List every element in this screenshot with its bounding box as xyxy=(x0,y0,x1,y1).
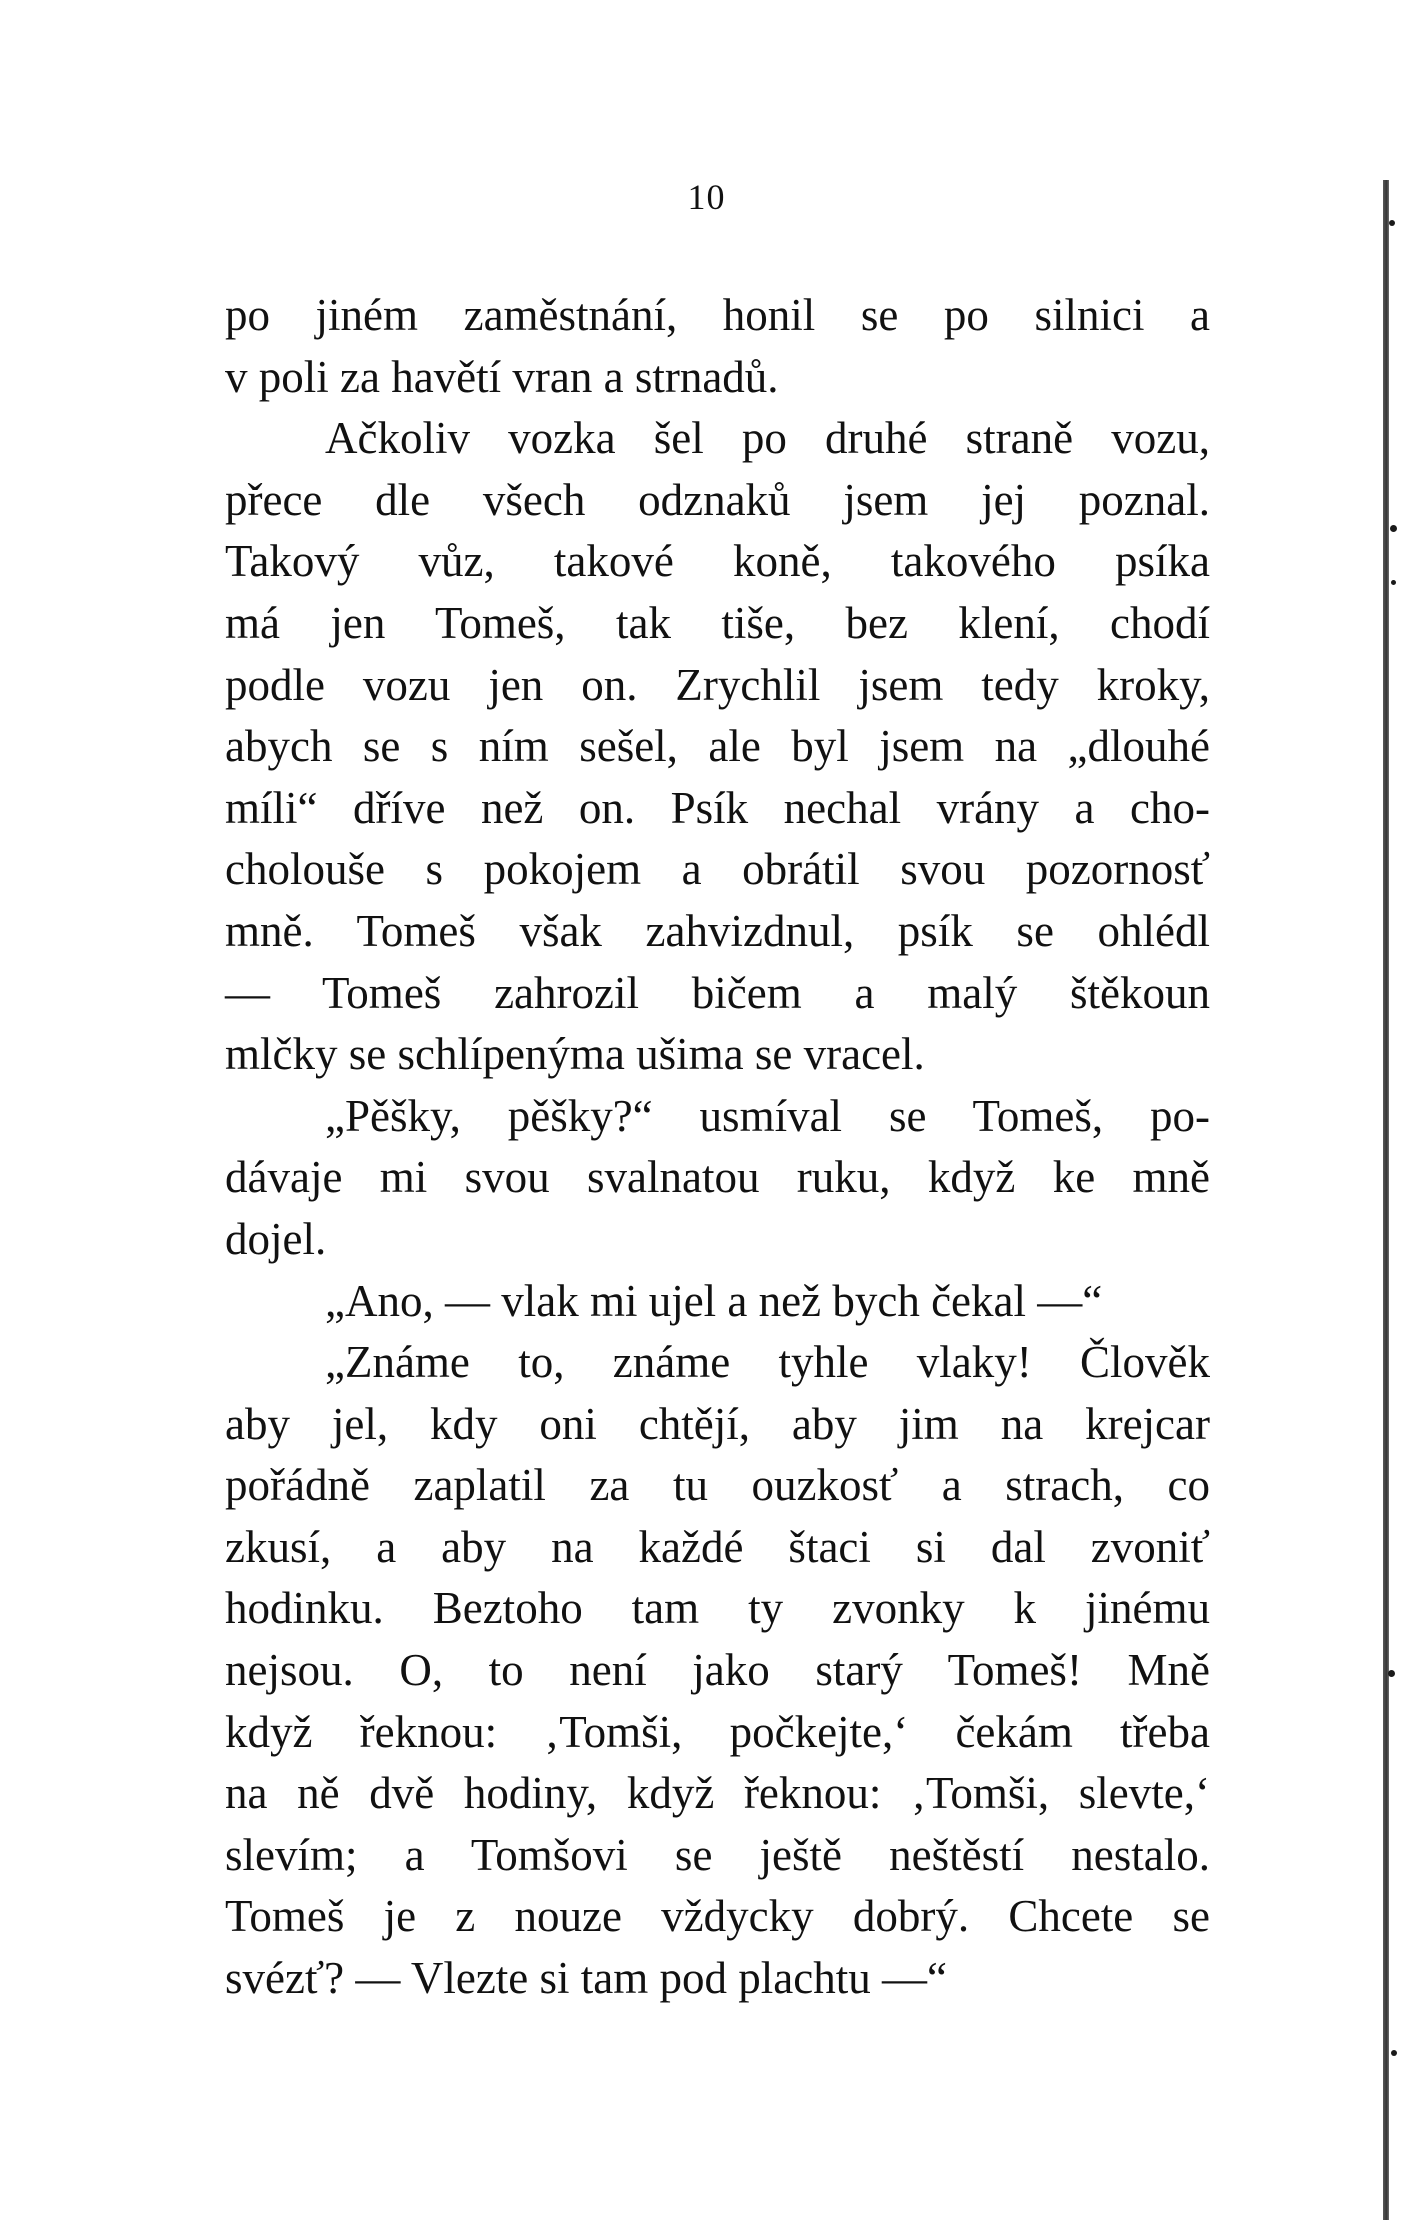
text-line: když řeknou: ‚Tomši, počkejte,‘ čekám třeba xyxy=(225,1706,1210,1757)
text-line: — Tomeš zahrozil bičem a malý štěkoun xyxy=(225,967,1210,1018)
text-line: „Pěšky, pěšky?“ usmíval se Tomeš, po- xyxy=(325,1090,1210,1141)
text-line: slevím; a Tomšovi se ještě neštěstí nestalo. xyxy=(225,1829,1210,1880)
text-line: v poli za havětí vran a strnadů. xyxy=(225,351,779,402)
text-line: hodinku. Beztoho tam ty zvonky k jinému xyxy=(225,1583,1210,1634)
text-line: po jiném zaměstnání, honil se po silnici a xyxy=(225,290,1210,340)
body-text xyxy=(225,285,1210,2010)
text-line: pořádně zaplatil za tu ouzkosť a strach, co xyxy=(225,1460,1210,1511)
edge-speck xyxy=(1388,1670,1395,1677)
text-line: míli“ dříve než on. Psík nechal vrány a cho- xyxy=(225,782,1210,833)
text-line: „Známe to, známe tyhle vlaky! Člověk xyxy=(325,1337,1210,1388)
edge-speck xyxy=(1391,580,1396,585)
text-line: abych se s ním sešel, ale byl jsem na „dlouhé xyxy=(225,721,1210,772)
page-number: 10 xyxy=(687,177,726,217)
text-line: zkusí, a aby na každé štaci si dal zvoniť xyxy=(225,1521,1210,1572)
text-line: Ačkoliv vozka šel po druhé straně vozu, xyxy=(325,413,1210,464)
text-line: mlčky se schlípenýma ušima se vracel. xyxy=(225,1029,925,1080)
edge-speck xyxy=(1390,525,1397,532)
text-line: na ně dvě hodiny, když řeknou: ‚Tomši, slevte,‘ xyxy=(225,1768,1210,1819)
text-line: svézť? — Vlezte si tam pod plachtu —“ xyxy=(225,1953,947,2004)
edge-speck xyxy=(1391,2050,1397,2056)
text-line: mně. Tomeš však zahvizdnul, psík se ohlédl xyxy=(225,905,1210,956)
text-line: cholouše s pokojem a obrátil svou pozornosť xyxy=(225,844,1210,895)
text-line: Takový vůz, takové koně, takového psíka xyxy=(225,536,1210,587)
text-line: dojel. xyxy=(225,1213,327,1264)
text-line: „Ano, — vlak mi ujel a než bych čekal —“ xyxy=(325,1275,1103,1326)
text-line: Tomeš je z nouze vždycky dobrý. Chcete se xyxy=(225,1891,1210,1942)
text-line: přece dle všech odznaků jsem jej poznal. xyxy=(225,474,1210,525)
text-line: podle vozu jen on. Zrychlil jsem tedy kroky, xyxy=(225,659,1210,710)
text-line: má jen Tomeš, tak tiše, bez klení, chodí xyxy=(225,597,1210,648)
text-line: nejsou. O, to není jako starý Tomeš! Mně xyxy=(225,1645,1210,1696)
page-edge-shadow xyxy=(1383,180,1389,2220)
edge-speck xyxy=(1389,220,1395,226)
text-line: aby jel, kdy oni chtějí, aby jim na krejcar xyxy=(225,1398,1210,1449)
text-line: dávaje mi svou svalnatou ruku, když ke mně xyxy=(225,1152,1210,1203)
